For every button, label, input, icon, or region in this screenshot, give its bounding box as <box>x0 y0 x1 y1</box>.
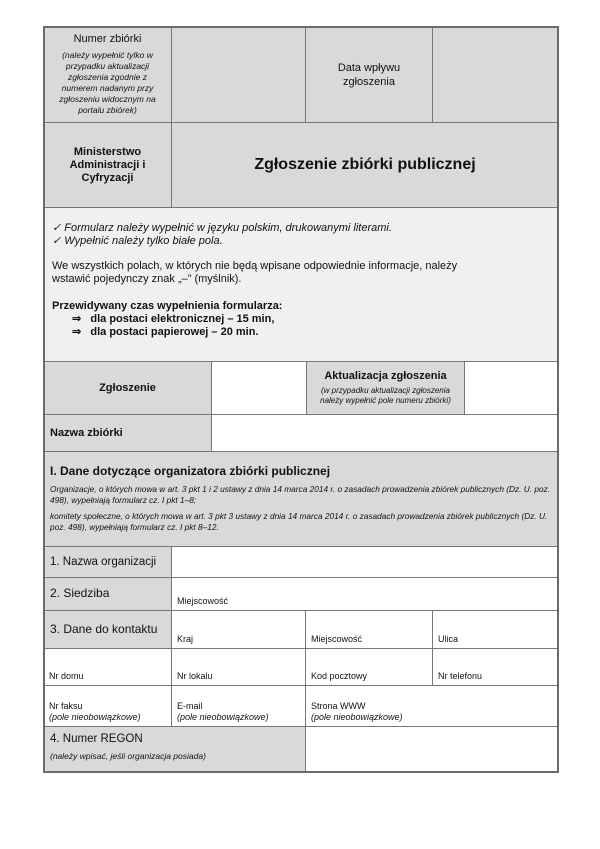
email-label <box>177 701 269 723</box>
section-1-heading: I. Dane dotyczące organizatora zbiórki publicznej <box>50 464 331 478</box>
siedziba-miejscowosc-label: Miejscowość <box>177 596 229 606</box>
nazwa-zbiorki-label-cell <box>43 414 212 452</box>
nr-telefonu-field[interactable] <box>432 648 559 686</box>
instruction-item: ✓ Wypełnić należy tylko białe pola. <box>52 235 223 247</box>
instructions-panel <box>43 207 559 362</box>
section-1-header <box>43 451 559 547</box>
nr-domu-field[interactable] <box>43 648 172 686</box>
siedziba-label: 2. Siedziba <box>50 586 110 600</box>
siedziba-label-cell <box>43 577 172 611</box>
strona-www-field[interactable] <box>305 685 559 727</box>
aktualizacja-label-cell <box>306 361 465 415</box>
time-item: ⇒ dla postaci elektronicznej – 15 min, <box>72 313 275 325</box>
ministry-name: Ministerstwo Administracji i Cyfryzacji <box>69 145 146 184</box>
aktualizacja-label: Aktualizacja zgłoszenia <box>324 370 447 382</box>
nazwa-organizacji-label: 1. Nazwa organizacji <box>50 556 157 568</box>
time-heading: Przewidywany czas wypełnienia formularza: <box>52 300 283 312</box>
nazwa-zbiorki-label: Nazwa zbiórki <box>50 427 123 439</box>
regon-note: (należy wpisać, jeśli organizacja posiada) <box>50 751 206 761</box>
nr-faksu-label <box>49 701 141 723</box>
nr-faksu-field[interactable] <box>43 685 172 727</box>
nazwa-organizacji-label-cell <box>43 546 172 578</box>
miejscowosc-label: Miejscowość <box>311 634 363 644</box>
title-cell <box>171 122 559 208</box>
nazwa-organizacji-field[interactable] <box>171 546 559 578</box>
ulica-field[interactable] <box>432 610 559 649</box>
nr-lokalu-label: Nr lokalu <box>177 671 213 681</box>
optional-note: (pole nieobowiązkowe) <box>311 712 403 722</box>
regon-label: 4. Numer REGON <box>50 733 143 745</box>
data-wplywu-field[interactable] <box>432 26 559 123</box>
kod-pocztowy-label: Kod pocztowy <box>311 671 368 681</box>
kontakt-label-cell <box>43 610 172 649</box>
nazwa-zbiorki-field[interactable] <box>211 414 559 452</box>
data-wplywu-label: Data wpływu zgłoszenia <box>337 61 401 88</box>
kraj-field[interactable] <box>171 610 306 649</box>
email-label-text: E-mail <box>177 701 203 711</box>
zgloszenie-checkbox-field[interactable] <box>211 361 307 415</box>
aktualizacja-checkbox-field[interactable] <box>464 361 559 415</box>
page-title: Zgłoszenie zbiórki publicznej <box>254 156 476 173</box>
kod-pocztowy-field[interactable] <box>305 648 433 686</box>
numer-zbiorki-note: (należy wypełnić tylko w przypadku aktualizacji zgłoszenia zgodnie z numerem nadanym przy zgłoszeniu widocznym na portalu zbiórek) <box>59 50 156 115</box>
dash-note: We wszystkich polach, w których nie będą wpisane odpowiednie informacje, należy wstawić pojedynczy znak „–” (myślnik). <box>52 260 458 285</box>
regon-label-cell <box>43 726 306 773</box>
numer-zbiorki-label: Numer zbiórki <box>73 33 142 45</box>
data-wplywu-label-cell <box>305 26 433 123</box>
regon-field[interactable] <box>305 726 559 773</box>
time-item: ⇒ dla postaci papierowej – 20 min. <box>72 326 259 338</box>
section-1-note: komitety społeczne, o których mowa w art. 3 pkt 3 ustawy z dnia 14 marca 2014 r. o zasadach prowadzenia zbiórek publicznych (Dz. U. poz. 498), wypełniają formularz cz. I pkt 8–12. <box>50 511 548 532</box>
optional-note: (pole nieobowiązkowe) <box>49 712 141 722</box>
zgloszenie-label: Zgłoszenie <box>99 382 156 394</box>
nr-lokalu-field[interactable] <box>171 648 306 686</box>
strona-www-label-text: Strona WWW <box>311 701 366 711</box>
nr-faksu-label-text: Nr faksu <box>49 701 83 711</box>
zgloszenie-label-cell <box>43 361 212 415</box>
optional-note: (pole nieobowiązkowe) <box>177 712 269 722</box>
nr-domu-label: Nr domu <box>49 671 84 681</box>
miejscowosc-field[interactable] <box>305 610 433 649</box>
nr-telefonu-label: Nr telefonu <box>438 671 483 681</box>
kontakt-label: 3. Dane do kontaktu <box>50 622 158 636</box>
kraj-label: Kraj <box>177 634 194 644</box>
numer-zbiorki-field[interactable] <box>171 26 306 123</box>
section-1-note: Organizacje, o których mowa w art. 3 pkt 1 i 2 ustawy z dnia 14 marca 2014 r. o zasadach prowadzenia zbiórek publicznych (Dz. U. poz. 498), wypełniają formularz cz. I pkt 1–8; <box>50 484 551 505</box>
ministry-cell <box>43 122 172 208</box>
strona-www-label <box>311 701 403 723</box>
email-field[interactable] <box>171 685 306 727</box>
siedziba-miejscowosc-field[interactable] <box>171 577 559 611</box>
numer-zbiorki-label-cell <box>43 26 172 123</box>
instruction-item: ✓ Formularz należy wypełnić w języku polskim, drukowanymi literami. <box>52 222 392 234</box>
aktualizacja-note: (w przypadku aktualizacji zgłoszenia należy wypełnić pole numeru zbiórki) <box>320 386 451 405</box>
ulica-label: Ulica <box>438 634 459 644</box>
